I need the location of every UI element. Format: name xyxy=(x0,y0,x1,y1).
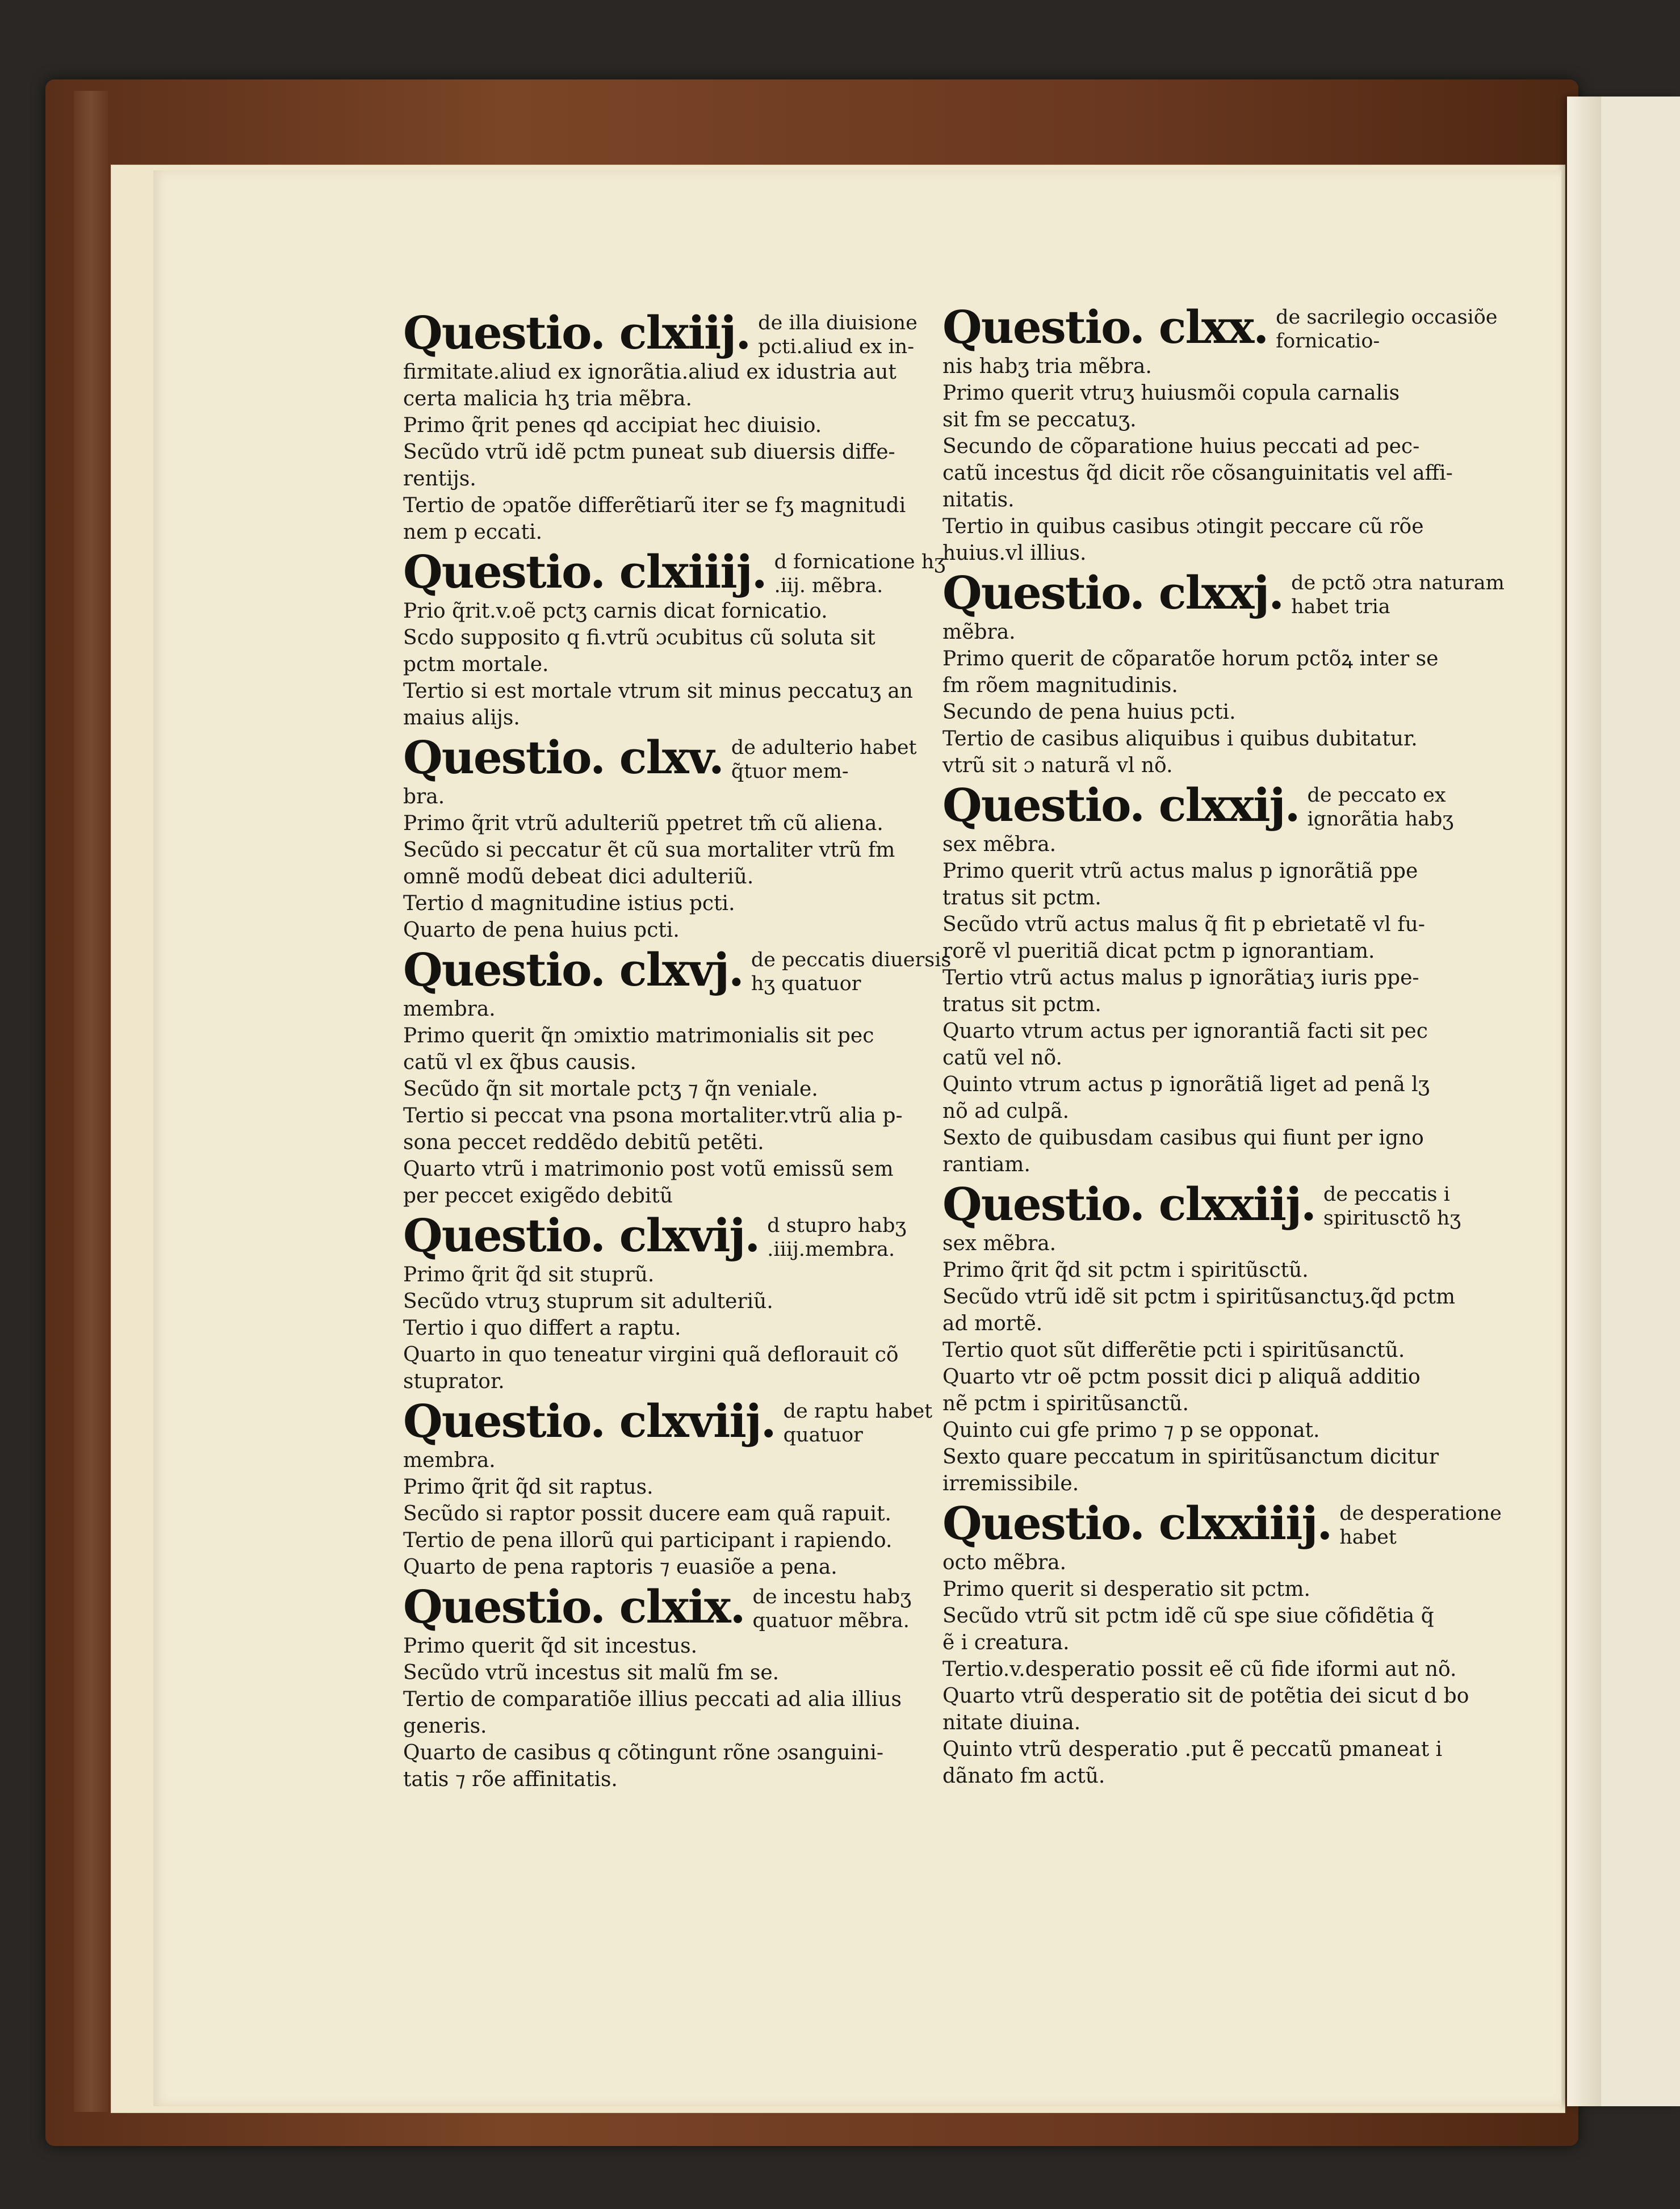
text-line: Primo q̃rit penes qd accipiat hec diuisio. xyxy=(403,414,822,437)
text-line: catũ incestus q̃d dicit rõe cõsanguinitatis vel affi- xyxy=(942,462,1453,485)
text-line: nem p eccati. xyxy=(403,521,543,544)
book-page xyxy=(153,170,1561,2106)
text-line: nitatis. xyxy=(942,488,1015,512)
question-entry xyxy=(403,1581,971,1793)
text-line: nis habʒ tria mẽbra. xyxy=(942,355,1152,378)
question-title: Questio. clxvij. xyxy=(403,1209,760,1262)
text-line: Tertio vtrũ actus malus p ignorãtiaʒ iuris ppe- xyxy=(942,966,1419,990)
text-line: Quarto vtrũ i matrimonio post votũ emissũ sem xyxy=(403,1158,894,1181)
text-line: vtrũ sit ɔ naturã vl nõ. xyxy=(942,754,1173,777)
text-line: Quinto cui gfe primo ⁊ p se opponat. xyxy=(942,1419,1320,1442)
text-line: Primo querit si desperatio sit pctm. xyxy=(942,1578,1310,1601)
text-line: rorẽ vl pueritiã dicat pctm p ignorantiam. xyxy=(942,940,1375,963)
question-entry xyxy=(403,731,971,944)
right-column xyxy=(942,301,1510,1789)
question-title: Questio. clxviij. xyxy=(403,1394,776,1448)
text-line: Tertio.v.desperatio possit eẽ cũ fide iformi aut nõ. xyxy=(942,1658,1457,1681)
question-topic: de sacrilegio occasiõe fornicatio- xyxy=(1276,306,1498,353)
text-line: Primo querit vtruʒ huiusmõi copula carnalis xyxy=(942,382,1400,405)
text-line: Tertio de ɔpatõe differẽtiarũ iter se fʒ magnitudi xyxy=(403,494,906,517)
text-line: Tertio quot sũt differẽtie pcti i spiritũsanctũ. xyxy=(942,1339,1405,1362)
question-entry xyxy=(942,779,1510,1178)
text-line: tratus sit pctm. xyxy=(942,886,1101,909)
question-heading xyxy=(403,731,971,783)
question-topic: de peccatis i spiritusctõ hʒ xyxy=(1323,1183,1461,1230)
text-line: ad mortẽ. xyxy=(942,1312,1043,1335)
text-line: Secũdo vtrũ idẽ pctm puneat sub diuersis diffe- xyxy=(403,441,895,464)
question-topic: d stupro habʒ .iiij.membra. xyxy=(767,1214,907,1261)
question-heading xyxy=(403,1395,971,1447)
text-line: tatis ⁊ rõe affinitatis. xyxy=(403,1768,618,1791)
text-line: catũ vl ex q̃bus causis. xyxy=(403,1051,636,1074)
question-topic: de raptu habet quatuor xyxy=(783,1400,933,1447)
text-line: Secũdo vtrũ incestus sit malũ fm se. xyxy=(403,1661,780,1684)
text-line: fm rõem magnitudinis. xyxy=(942,674,1178,697)
question-title: Questio. clxxiiij. xyxy=(942,1497,1332,1550)
question-heading xyxy=(942,1178,1510,1230)
text-line: Sexto de quibusdam casibus qui fiunt per igno xyxy=(942,1126,1424,1150)
text-line: Secũdo si raptor possit ducere eam quã rapuit. xyxy=(403,1502,891,1525)
text-line: Quinto vtrũ desperatio .put ẽ peccatũ pmaneat i xyxy=(942,1738,1443,1761)
question-heading xyxy=(403,1209,971,1261)
question-entry xyxy=(942,567,1510,779)
question-heading xyxy=(942,567,1510,619)
question-title: Questio. clxix. xyxy=(403,1580,745,1633)
text-line: Secũdo vtrũ actus malus q̃ fit p ebrietatẽ vl fu- xyxy=(942,913,1425,936)
text-line: Quarto de pena huius pcti. xyxy=(403,919,680,942)
question-heading xyxy=(942,301,1510,353)
text-line: Quinto vtrum actus p ignorãtiã liget ad penã lʒ xyxy=(942,1073,1430,1096)
question-topic: d fornicatione hʒ .iij. mẽbra. xyxy=(774,551,946,597)
question-heading xyxy=(942,1497,1510,1549)
text-line: catũ vel nõ. xyxy=(942,1046,1062,1070)
question-title: Questio. clxx. xyxy=(942,300,1268,354)
text-line: maius alijs. xyxy=(403,706,520,730)
question-title: Questio. clxxj. xyxy=(942,566,1284,619)
text-line: Secundo de cõparatione huius peccati ad pec- xyxy=(942,435,1420,458)
facing-page-edge xyxy=(1567,97,1680,2106)
text-line: sex mẽbra. xyxy=(942,833,1057,856)
question-topic: de desperatione habet xyxy=(1339,1502,1502,1549)
text-line: omnẽ modũ debeat dici adulteriũ. xyxy=(403,865,754,888)
text-line: per peccet exigẽdo debitũ xyxy=(403,1184,673,1208)
question-topic: de peccatis diuersis hʒ quatuor xyxy=(751,949,952,995)
text-line: Scdo supposito q fi.vtrũ ɔcubitus cũ soluta sit xyxy=(403,626,875,649)
text-line: Tertio d magnitudine istius pcti. xyxy=(403,892,735,915)
question-topic: de incestu habʒ quatuor mẽbra. xyxy=(752,1586,912,1632)
question-entry xyxy=(942,1497,1510,1789)
text-line: Quarto vtr oẽ pctm possit dici p aliquã additio xyxy=(942,1365,1421,1389)
left-column xyxy=(403,307,971,1793)
question-heading xyxy=(403,1581,971,1633)
question-entry xyxy=(403,1395,971,1581)
text-line: Primo q̃rit q̃d sit stuprũ. xyxy=(403,1263,655,1286)
text-line: Tertio si est mortale vtrum sit minus peccatuʒ an xyxy=(403,680,913,703)
question-title: Questio. clxv. xyxy=(403,731,723,784)
text-line: Primo querit q̃n ɔmixtio matrimonialis sit pec xyxy=(403,1024,874,1047)
text-line: Secũdo vtruʒ stuprum sit adulteriũ. xyxy=(403,1290,773,1313)
text-line: rentijs. xyxy=(403,467,476,491)
question-entry xyxy=(403,944,971,1209)
text-line: certa malicia hʒ tria mẽbra. xyxy=(403,387,692,410)
text-line: Quarto in quo teneatur virgini quã deflorauit cõ xyxy=(403,1343,899,1367)
text-line: Secũdo si peccatur ẽt cũ sua mortaliter vtrũ fm xyxy=(403,839,895,862)
question-entry xyxy=(942,1178,1510,1497)
text-line: huius.vl illius. xyxy=(942,542,1087,565)
text-line: Secundo de pena huius pcti. xyxy=(942,701,1236,724)
question-entry xyxy=(403,307,971,546)
text-line: stuprator. xyxy=(403,1370,505,1393)
text-line: Tertio i quo differt a raptu. xyxy=(403,1317,681,1340)
text-line: Primo q̃rit vtrũ adulteriũ ppetret tm̃ cũ aliena. xyxy=(403,812,883,835)
question-title: Questio. clxxiij. xyxy=(942,1177,1315,1231)
text-line: Prio q̃rit.v.oẽ pctʒ carnis dicat fornicatio. xyxy=(403,600,828,623)
question-topic: de peccato ex ignorãtia habʒ xyxy=(1307,784,1454,831)
text-line: Secũdo vtrũ sit pctm idẽ cũ spe siue cõfidẽtia q̃ xyxy=(942,1604,1434,1628)
text-line: Quarto de pena raptoris ⁊ euasiõe a pena. xyxy=(403,1556,837,1579)
question-topic: de illa diuisione pcti.aliud ex in- xyxy=(758,312,917,358)
text-line: firmitate.aliud ex ignorãtia.aliud ex idustria aut xyxy=(403,361,896,384)
text-line: Tertio de pena illorũ qui participant i rapiendo. xyxy=(403,1529,893,1552)
text-line: sit fm se peccatuʒ. xyxy=(942,408,1137,431)
question-heading xyxy=(403,944,971,996)
question-title: Questio. clxiiij. xyxy=(403,545,766,598)
text-line: tratus sit pctm. xyxy=(942,993,1101,1016)
text-line: Quarto vtrũ desperatio sit de potẽtia dei sicut d bo xyxy=(942,1684,1469,1708)
text-line: Quarto vtrum actus per ignorantiã facti sit pec xyxy=(942,1020,1428,1043)
text-line: nitate diuina. xyxy=(942,1711,1081,1734)
question-heading xyxy=(942,779,1510,831)
text-line: nõ ad culpã. xyxy=(942,1100,1070,1123)
text-line: sona peccet reddẽdo debitũ petẽti. xyxy=(403,1131,764,1154)
text-line: ẽ i creatura. xyxy=(942,1631,1070,1654)
question-topic: de adulterio habet q̃tuor mem- xyxy=(731,736,917,783)
text-line: Tertio de casibus aliquibus i quibus dubitatur. xyxy=(942,727,1418,751)
text-line: dãnato fm actũ. xyxy=(942,1764,1105,1788)
text-line: Primo querit vtrũ actus malus p ignorãtiã ppe xyxy=(942,860,1418,883)
text-line: Primo q̃rit q̃d sit pctm i spiritũsctũ. xyxy=(942,1259,1309,1282)
text-line: irremissibile. xyxy=(942,1472,1079,1495)
text-line: Primo querit de cõparatõe horum pctõꝝ inter se xyxy=(942,647,1439,670)
text-line: Tertio in quibus casibus ɔtingit peccare cũ rõe xyxy=(942,515,1424,538)
question-entry xyxy=(942,301,1510,567)
cover-spine-highlight xyxy=(74,91,108,2112)
text-line: rantiam. xyxy=(942,1153,1030,1176)
question-title: Questio. clxxij. xyxy=(942,778,1300,832)
question-entry xyxy=(403,1209,971,1395)
question-heading xyxy=(403,546,971,598)
text-line: Secũdo q̃n sit mortale pctʒ ⁊ q̃n veniale. xyxy=(403,1078,818,1101)
text-line: nẽ pctm i spiritũsanctũ. xyxy=(942,1392,1189,1415)
question-title: Questio. clxvj. xyxy=(403,943,743,996)
facing-page-curl xyxy=(1567,97,1601,2106)
text-line: octo mẽbra. xyxy=(942,1551,1067,1574)
text-line: Secũdo vtrũ idẽ sit pctm i spiritũsanctuʒ.q̃d pctm xyxy=(942,1285,1455,1309)
question-heading xyxy=(403,307,971,359)
text-line: bra. xyxy=(403,785,445,808)
question-entry xyxy=(403,546,971,731)
text-line: Primo querit q̃d sit incestus. xyxy=(403,1634,698,1658)
text-line: Tertio si peccat vna psona mortaliter.vtrũ alia p- xyxy=(403,1104,903,1127)
text-line: Sexto quare peccatum in spiritũsanctum dicitur xyxy=(942,1445,1439,1469)
question-topic: de pctõ ɔtra naturam habet tria xyxy=(1291,572,1505,618)
text-line: mẽbra. xyxy=(942,621,1016,644)
text-line: membra. xyxy=(403,1449,496,1472)
text-line: pctm mortale. xyxy=(403,653,549,676)
text-line: Primo q̃rit q̃d sit raptus. xyxy=(403,1476,653,1499)
question-title: Questio. clxiij. xyxy=(403,306,751,359)
text-line: membra. xyxy=(403,997,496,1021)
text-line: Quarto de casibus q cõtingunt rõne ɔsanguini- xyxy=(403,1741,884,1764)
text-line: sex mẽbra. xyxy=(942,1232,1057,1255)
text-line: Tertio de comparatiõe illius peccati ad alia illius xyxy=(403,1688,902,1711)
text-line: generis. xyxy=(403,1715,487,1738)
